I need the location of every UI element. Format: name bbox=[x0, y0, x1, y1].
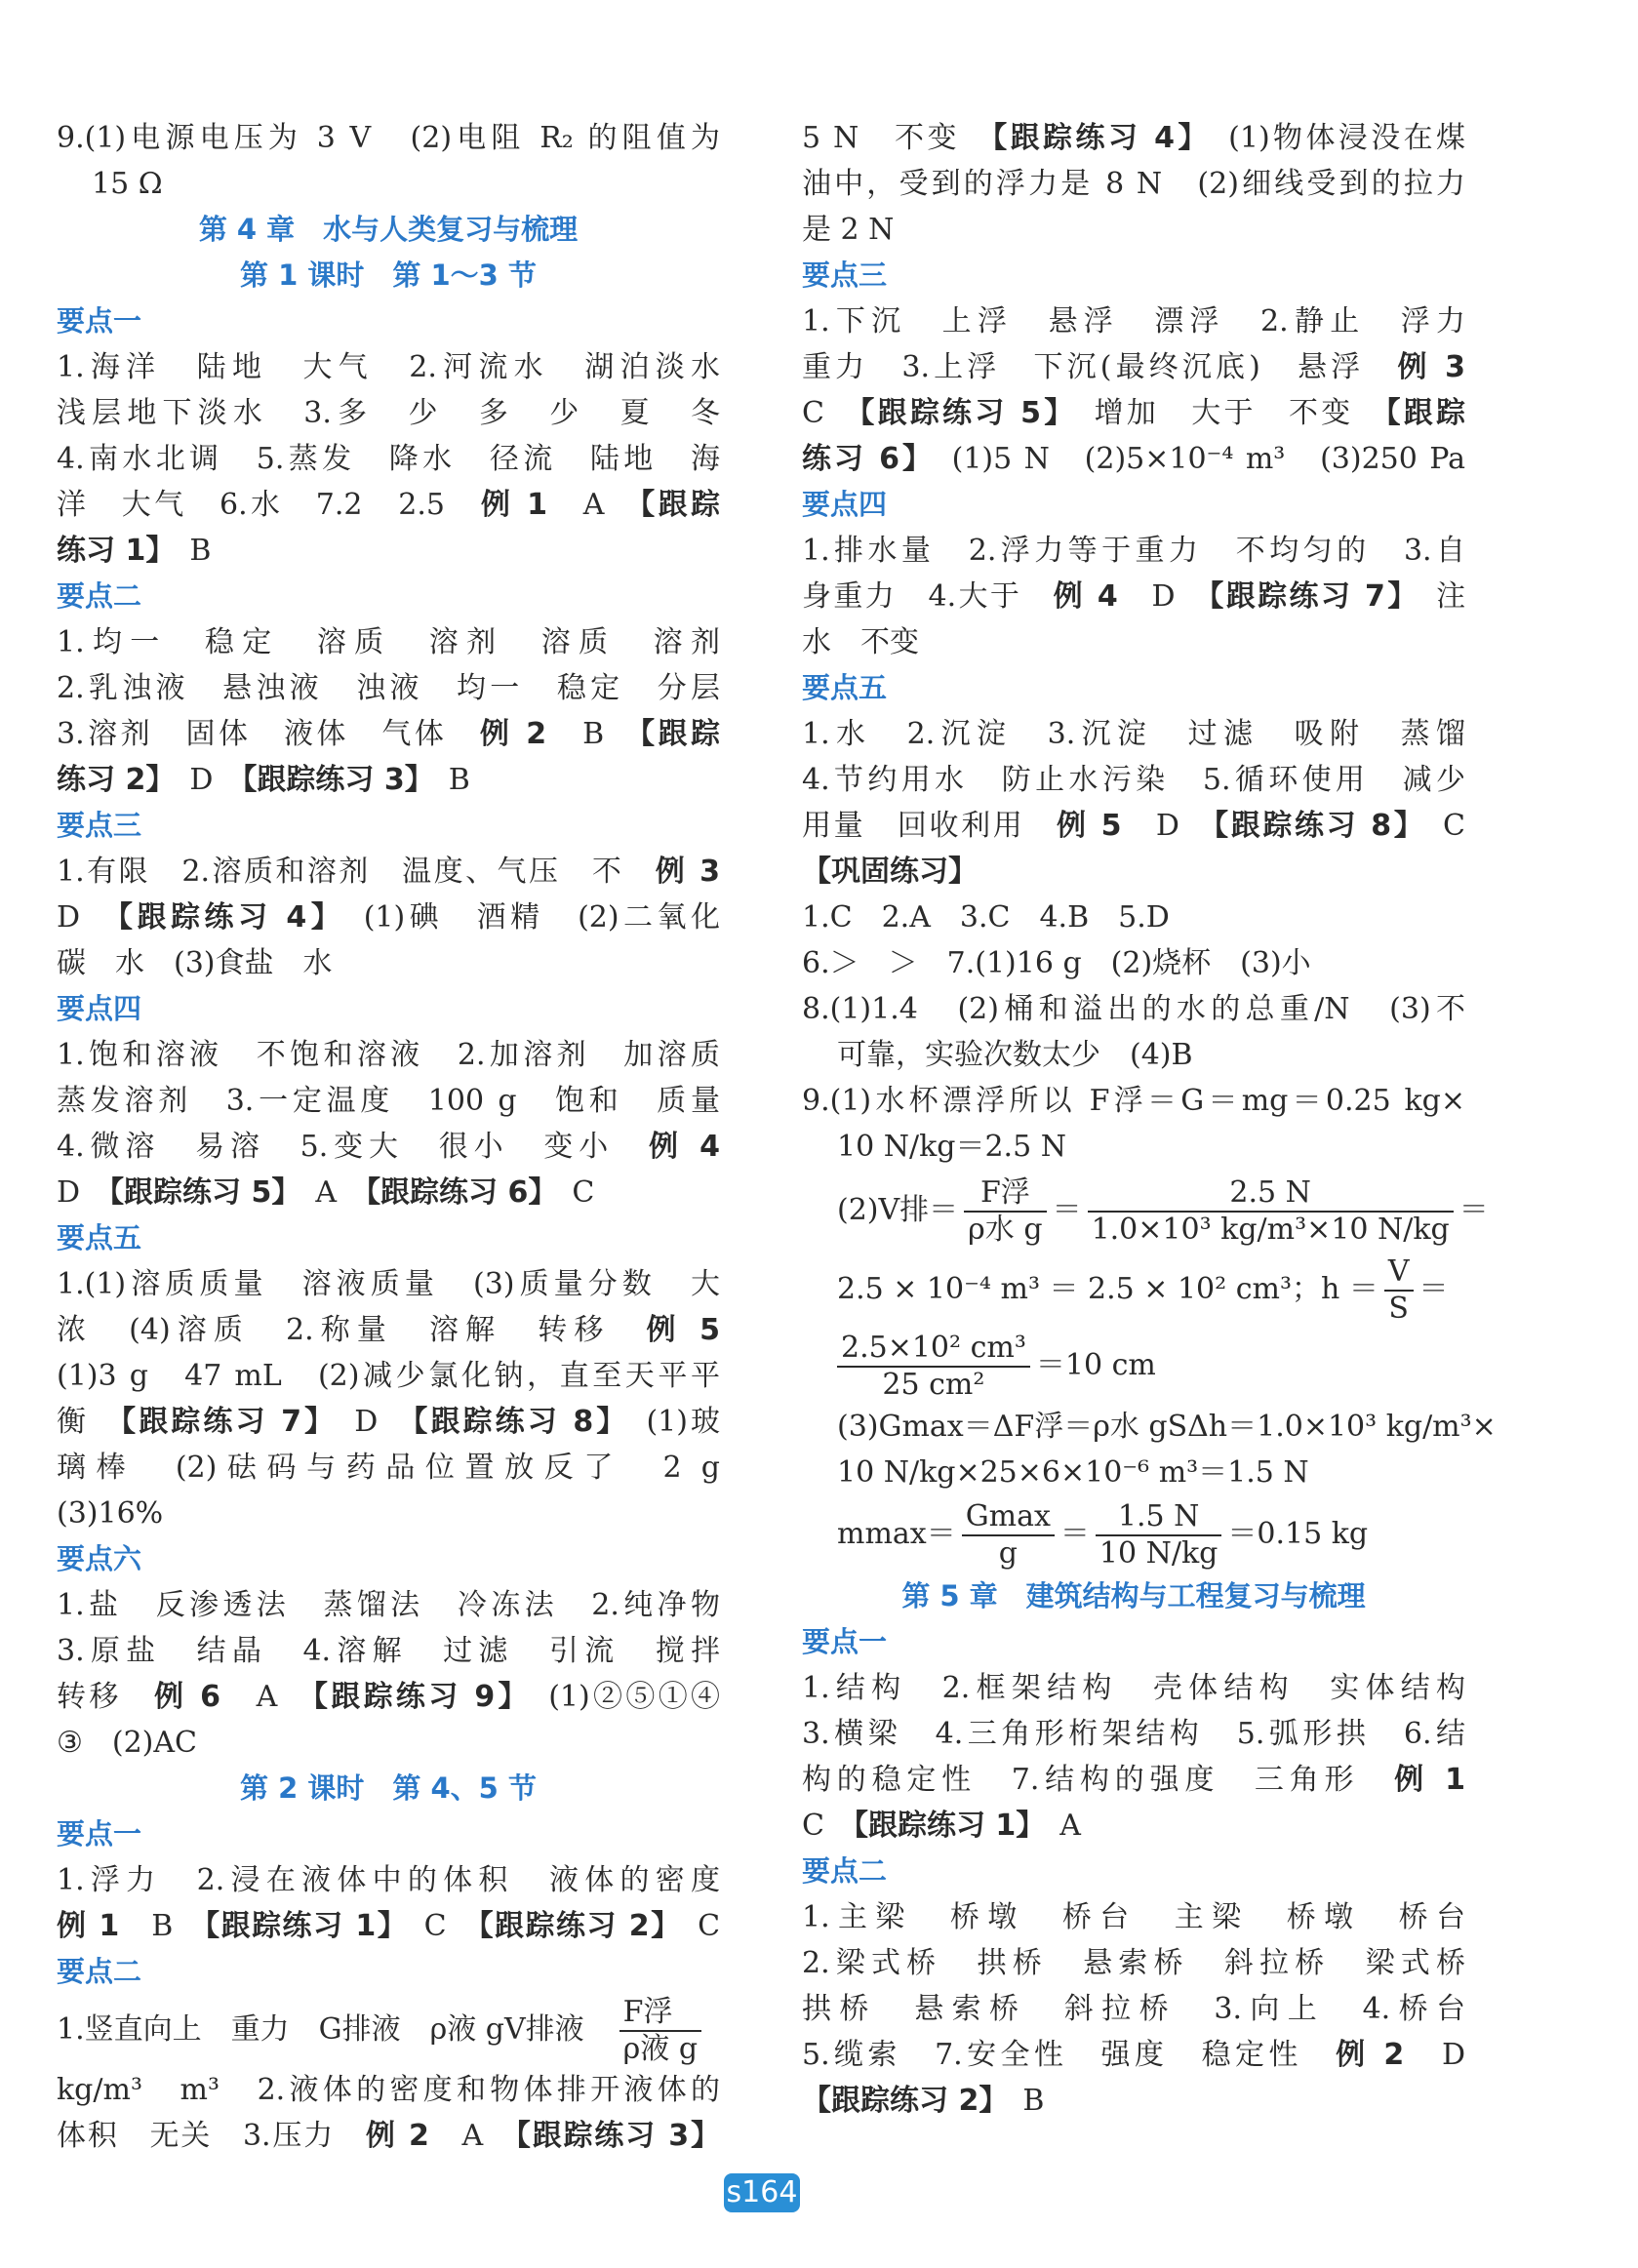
example-label: 例 1 bbox=[57, 1909, 120, 1943]
text-line: 15 Ω bbox=[92, 167, 163, 201]
tracking-label: 【跟踪练习 8】 bbox=[413, 1405, 615, 1439]
text-line: 1.饱和溶液 不饱和溶液 2.加溶剂 加溶质 bbox=[57, 1038, 720, 1072]
chapter-title: 第 4 章 水与人类复习与梳理 bbox=[198, 213, 579, 246]
tracking-label: 【跟踪 bbox=[640, 717, 721, 751]
right-column bbox=[802, 115, 1497, 2124]
tracking-label: 【跟踪练习 8】 bbox=[1214, 809, 1412, 843]
text-line: C 【跟踪练习 1】 A bbox=[802, 1809, 1081, 1843]
text-line: (3)Gmax＝ΔF浮＝ρ水 gSΔh＝1.0×10³ kg/m³× bbox=[837, 1410, 1497, 1444]
fraction: $\frac{\text{F浮}}{\text{ρ液 g}}$ bbox=[619, 1995, 701, 2067]
text-line: 【跟踪练习 2】 B bbox=[802, 2084, 1045, 2118]
text-line: 3.溶剂 固体 液体 气体 例 2 B 【跟踪 bbox=[57, 717, 721, 751]
fraction: $\frac{Gmax}{g}$ bbox=[962, 1499, 1055, 1572]
text-line: 8.(1)1.4 (2)桶和溢出的水的总重/N (3)不 bbox=[802, 992, 1465, 1026]
text-line: 用量 回收利用 例 5 D 【跟踪练习 8】 C bbox=[802, 809, 1466, 843]
key-point-heading: 要点二 bbox=[57, 579, 142, 613]
text-line: 1.有限 2.溶质和溶剂 温度、气压 不 例 3 bbox=[57, 855, 720, 889]
key-point-heading: 要点二 bbox=[57, 1955, 142, 1988]
text-line: 可靠，实验次数太少 (4)B bbox=[837, 1038, 1193, 1072]
fraction: $\frac{1.5 N}{10 N/kg}$ bbox=[1096, 1499, 1221, 1572]
text-line: 6.＞ ＞ 7.(1)16 g (2)烧杯 (3)小 bbox=[802, 946, 1311, 980]
tracking-label: 【跟踪练习 1】 bbox=[205, 1909, 394, 1943]
consolidate-label: 【巩固练习】 bbox=[802, 855, 978, 889]
example-label: 例 1 bbox=[1394, 1763, 1465, 1797]
example-label: 例 5 bbox=[646, 1313, 721, 1347]
fraction: $\frac{2.5 N}{\text{1.0×10³ kg/m³×10 N/kg}}$ bbox=[1088, 1175, 1454, 1248]
text-line: 5.缆索 7.安全性 强度 稳定性 例 2 D bbox=[802, 2038, 1466, 2072]
text-line: 10 N/kg＝2.5 N bbox=[837, 1130, 1066, 1164]
text-line: 3.原盐 结晶 4.溶解 过滤 引流 搅拌 bbox=[57, 1634, 720, 1668]
text-line: 3.横梁 4.三角形桁架结构 5.弧形拱 6.结 bbox=[802, 1717, 1465, 1751]
key-point-heading: 要点五 bbox=[57, 1221, 142, 1254]
text-line: 璃棒 (2)砝码与药品位置放反了 2 g bbox=[57, 1451, 720, 1485]
tracking-label: 【跟踪练习 7】 bbox=[1209, 579, 1405, 614]
example-label: 例 4 bbox=[1053, 579, 1118, 614]
text-line: 转移 例 6 A 【跟踪练习 9】 (1)②⑤①④ bbox=[57, 1680, 721, 1714]
text-line: C 【跟踪练习 5】 增加 大于 不变 【跟踪 bbox=[802, 396, 1466, 430]
text-line: (3)16% bbox=[57, 1496, 164, 1531]
text-line: 1.浮力 2.浸在液体中的体积 液体的密度 bbox=[57, 1863, 720, 1897]
example-label: 例 1 bbox=[480, 488, 547, 522]
tracking-label: 【跟踪练习 1】 bbox=[853, 1809, 1031, 1843]
example-label: 例 5 bbox=[1056, 809, 1122, 843]
text-line: 1.(1)溶质质量 溶液质量 (3)质量分数 大 bbox=[57, 1267, 720, 1301]
text-line: 例 1 B 【跟踪练习 1】 C 【跟踪练习 2】 C bbox=[57, 1909, 721, 1943]
text-line: 10 N/kg×25×6×10⁻⁶ m³＝1.5 N bbox=[837, 1455, 1309, 1490]
text-line: 4.微溶 易溶 5.变大 很小 变小 例 4 bbox=[57, 1130, 721, 1164]
key-point-heading: 要点一 bbox=[57, 304, 142, 338]
text-line: D 【跟踪练习 5】 A 【跟踪练习 6】 C bbox=[57, 1175, 595, 1210]
text-line: 浅层地下淡水 3.多 少 多 少 夏 冬 bbox=[57, 396, 720, 430]
text-line: 2.乳浊液 悬浊液 浊液 均一 稳定 分层 bbox=[57, 671, 720, 705]
text-line: 构的稳定性 7.结构的强度 三角形 例 1 bbox=[802, 1763, 1465, 1797]
example-label: 例 2 bbox=[1336, 2038, 1405, 2072]
tracking-label: 【跟踪 bbox=[1385, 396, 1466, 430]
text-line: 练习 6】 (1)5 N (2)5×10⁻⁴ m³ (3)250 Pa bbox=[802, 442, 1465, 476]
example-label: 例 6 bbox=[153, 1680, 220, 1714]
text-line: 1.主梁 桥墩 桥台 主梁 桥墩 桥台 bbox=[802, 1900, 1465, 1934]
text-line: 1.水 2.沉淀 3.沉淀 过滤 吸附 蒸馏 bbox=[802, 717, 1465, 751]
key-point-heading: 要点三 bbox=[57, 809, 142, 842]
equation-line: mmax＝ $\frac{Gmax}{g}$ ＝ $\frac{1.5 N}{10 N/kg}$ ＝0.15 kg bbox=[837, 1499, 1369, 1571]
text-line: 油中，受到的浮力是 8 N (2)细线受到的拉力 bbox=[802, 167, 1465, 201]
tracking-label: 【跟踪练习 5】 bbox=[859, 396, 1062, 430]
text-line: 重力 3.上浮 下沉(最终沉底) 悬浮 例 3 bbox=[802, 350, 1466, 384]
equation-line: (2)V排＝ $\frac{\text{F浮}}{\text{ρ水 g}}$ ＝ $\frac{2.5 N}{\text{1.0×10³ kg/m³×10 N/kg}}$ ＝ bbox=[837, 1175, 1489, 1247]
key-point-heading: 要点二 bbox=[802, 1854, 888, 1888]
text-line: 5 N 不变 【跟踪练习 4】 (1)物体浸没在煤 bbox=[802, 121, 1466, 155]
text-line: 4.节约用水 防止水污染 5.循环使用 减少 bbox=[802, 763, 1465, 797]
tracking-label: 【跟踪练习 2】 bbox=[802, 2084, 994, 2118]
lesson-title: 第 2 课时 第 4、5 节 bbox=[240, 1771, 537, 1805]
text-line: 9.(1)电源电压为 3 V (2)电阻 R₂ 的阻值为 bbox=[57, 121, 720, 155]
fraction: $\frac{V}{S}$ bbox=[1384, 1254, 1414, 1327]
key-point-heading: 要点四 bbox=[57, 992, 142, 1025]
text-line: 练习 1】 B bbox=[57, 534, 212, 568]
text-line: 1.海洋 陆地 大气 2.河流水 湖泊淡水 bbox=[57, 350, 720, 384]
text-line: 水 不变 bbox=[802, 625, 919, 659]
text-line: 练习 2】 D 【跟踪练习 3】 B bbox=[57, 763, 470, 797]
tracking-label: 【跟踪练习 7】 bbox=[121, 1405, 323, 1439]
tracking-label: 【跟踪 bbox=[640, 488, 721, 522]
text-line: 是 2 N bbox=[802, 213, 895, 247]
tracking-label: 练习 6】 bbox=[802, 442, 920, 476]
text-line: 9.(1)水杯漂浮所以 F浮＝G＝mg＝0.25 kg× bbox=[802, 1084, 1465, 1118]
text-line: 1.结构 2.框架结构 壳体结构 实体结构 bbox=[802, 1671, 1465, 1705]
tracking-label: 【跟踪练习 4】 bbox=[992, 121, 1196, 155]
text-line: 1.下沉 上浮 悬浮 漂浮 2.静止 浮力 bbox=[802, 304, 1465, 338]
example-label: 例 2 bbox=[365, 2119, 429, 2153]
tracking-label: 练习 2】 bbox=[57, 763, 161, 797]
tracking-label: 【跟踪练习 9】 bbox=[312, 1680, 516, 1714]
text-line: 衡 【跟踪练习 7】 D 【跟踪练习 8】 (1)玻 bbox=[57, 1405, 721, 1439]
tracking-label: 【跟踪练习 4】 bbox=[118, 900, 331, 935]
tracking-label: 练习 1】 bbox=[57, 534, 161, 568]
text-line bbox=[802, 849, 1465, 895]
text-line: 1.排水量 2.浮力等于重力 不均匀的 3.自 bbox=[802, 534, 1465, 568]
chapter-title: 第 5 章 建筑结构与工程复习与梳理 bbox=[901, 1579, 1366, 1612]
key-point-heading: 要点三 bbox=[802, 259, 888, 292]
text-line: (1)3 g 47 mL (2)减少氯化钠，直至天平平 bbox=[57, 1359, 720, 1393]
text-line: 碳 水 (3)食盐 水 bbox=[57, 946, 333, 980]
key-point-heading: 要点四 bbox=[802, 488, 888, 521]
text-line: 1.C 2.A 3.C 4.B 5.D bbox=[802, 900, 1170, 935]
tracking-label: 【跟踪练习 3】 bbox=[242, 763, 419, 797]
text-line: D 【跟踪练习 4】 (1)碘 酒精 (2)二氧化 bbox=[57, 900, 721, 935]
text-line: 拱桥 悬索桥 斜拉桥 3.向上 4.桥台 bbox=[802, 1992, 1465, 2026]
key-point-heading: 要点六 bbox=[57, 1542, 142, 1575]
text-line: 4.南水北调 5.蒸发 降水 径流 陆地 海 bbox=[57, 442, 720, 476]
page-number: s164 bbox=[724, 2173, 800, 2212]
key-point-heading: 要点一 bbox=[57, 1817, 142, 1850]
tracking-label: 【跟踪练习 5】 bbox=[109, 1175, 287, 1210]
left-column bbox=[57, 115, 720, 2159]
lesson-title: 第 1 课时 第 1～3 节 bbox=[240, 259, 537, 292]
text-line: 洋 大气 6.水 7.2 2.5 例 1 A 【跟踪 bbox=[57, 488, 721, 522]
text-line: 2.梁式桥 拱桥 悬索桥 斜拉桥 梁式桥 bbox=[802, 1946, 1465, 1980]
text-line: ③ (2)AC bbox=[57, 1726, 198, 1760]
text-line: kg/m³ m³ 2.液体的密度和物体排开液体的 bbox=[57, 2073, 720, 2107]
text-line: 1.盐 反渗透法 蒸馏法 冷冻法 2.纯净物 bbox=[57, 1588, 720, 1622]
text-line: 身重力 4.大于 例 4 D 【跟踪练习 7】 注 bbox=[802, 579, 1466, 614]
text-line: 浓 (4)溶质 2.称量 溶解 转移 例 5 bbox=[57, 1313, 721, 1347]
example-label: 例 3 bbox=[1397, 350, 1466, 384]
equation-line: 2.5 × 10⁻⁴ m³ ＝ 2.5 × 10² cm³；h ＝ $\frac{V}{S}$ ＝ bbox=[837, 1254, 1449, 1326]
tracking-label: 【跟踪练习 6】 bbox=[366, 1175, 543, 1210]
example-label: 例 4 bbox=[648, 1130, 721, 1164]
key-point-heading: 要点一 bbox=[802, 1625, 888, 1658]
text-line: 蒸发溶剂 3.一定温度 100 g 饱和 质量 bbox=[57, 1084, 720, 1118]
fraction: $\frac{\text{F浮}}{\text{ρ水 g}}$ bbox=[964, 1175, 1046, 1248]
tracking-label: 【跟踪练习 2】 bbox=[478, 1909, 667, 1943]
text-line: 1.竖直向上 重力 G排液 ρ液 gV排液 $\frac{\text{F浮}}{\text{ρ液 g}}$ bbox=[57, 1995, 720, 2067]
example-label: 例 2 bbox=[479, 717, 547, 751]
key-point-heading: 要点五 bbox=[802, 671, 888, 704]
equation-line: $\frac{\text{2.5×10² cm³}}{\text{25 cm²}}$ ＝10 cm bbox=[802, 1328, 1465, 1404]
tracking-label: 【跟踪练习 3】 bbox=[515, 2119, 720, 2153]
example-label: 例 3 bbox=[655, 855, 720, 889]
text-line: 体积 无关 3.压力 例 2 A 【跟踪练习 3】 bbox=[57, 2119, 720, 2153]
text-line: 1.均一 稳定 溶质 溶剂 溶质 溶剂 bbox=[57, 625, 720, 659]
fraction: $\frac{\text{2.5×10² cm³}}{\text{25 cm²}}$ bbox=[837, 1331, 1030, 1403]
